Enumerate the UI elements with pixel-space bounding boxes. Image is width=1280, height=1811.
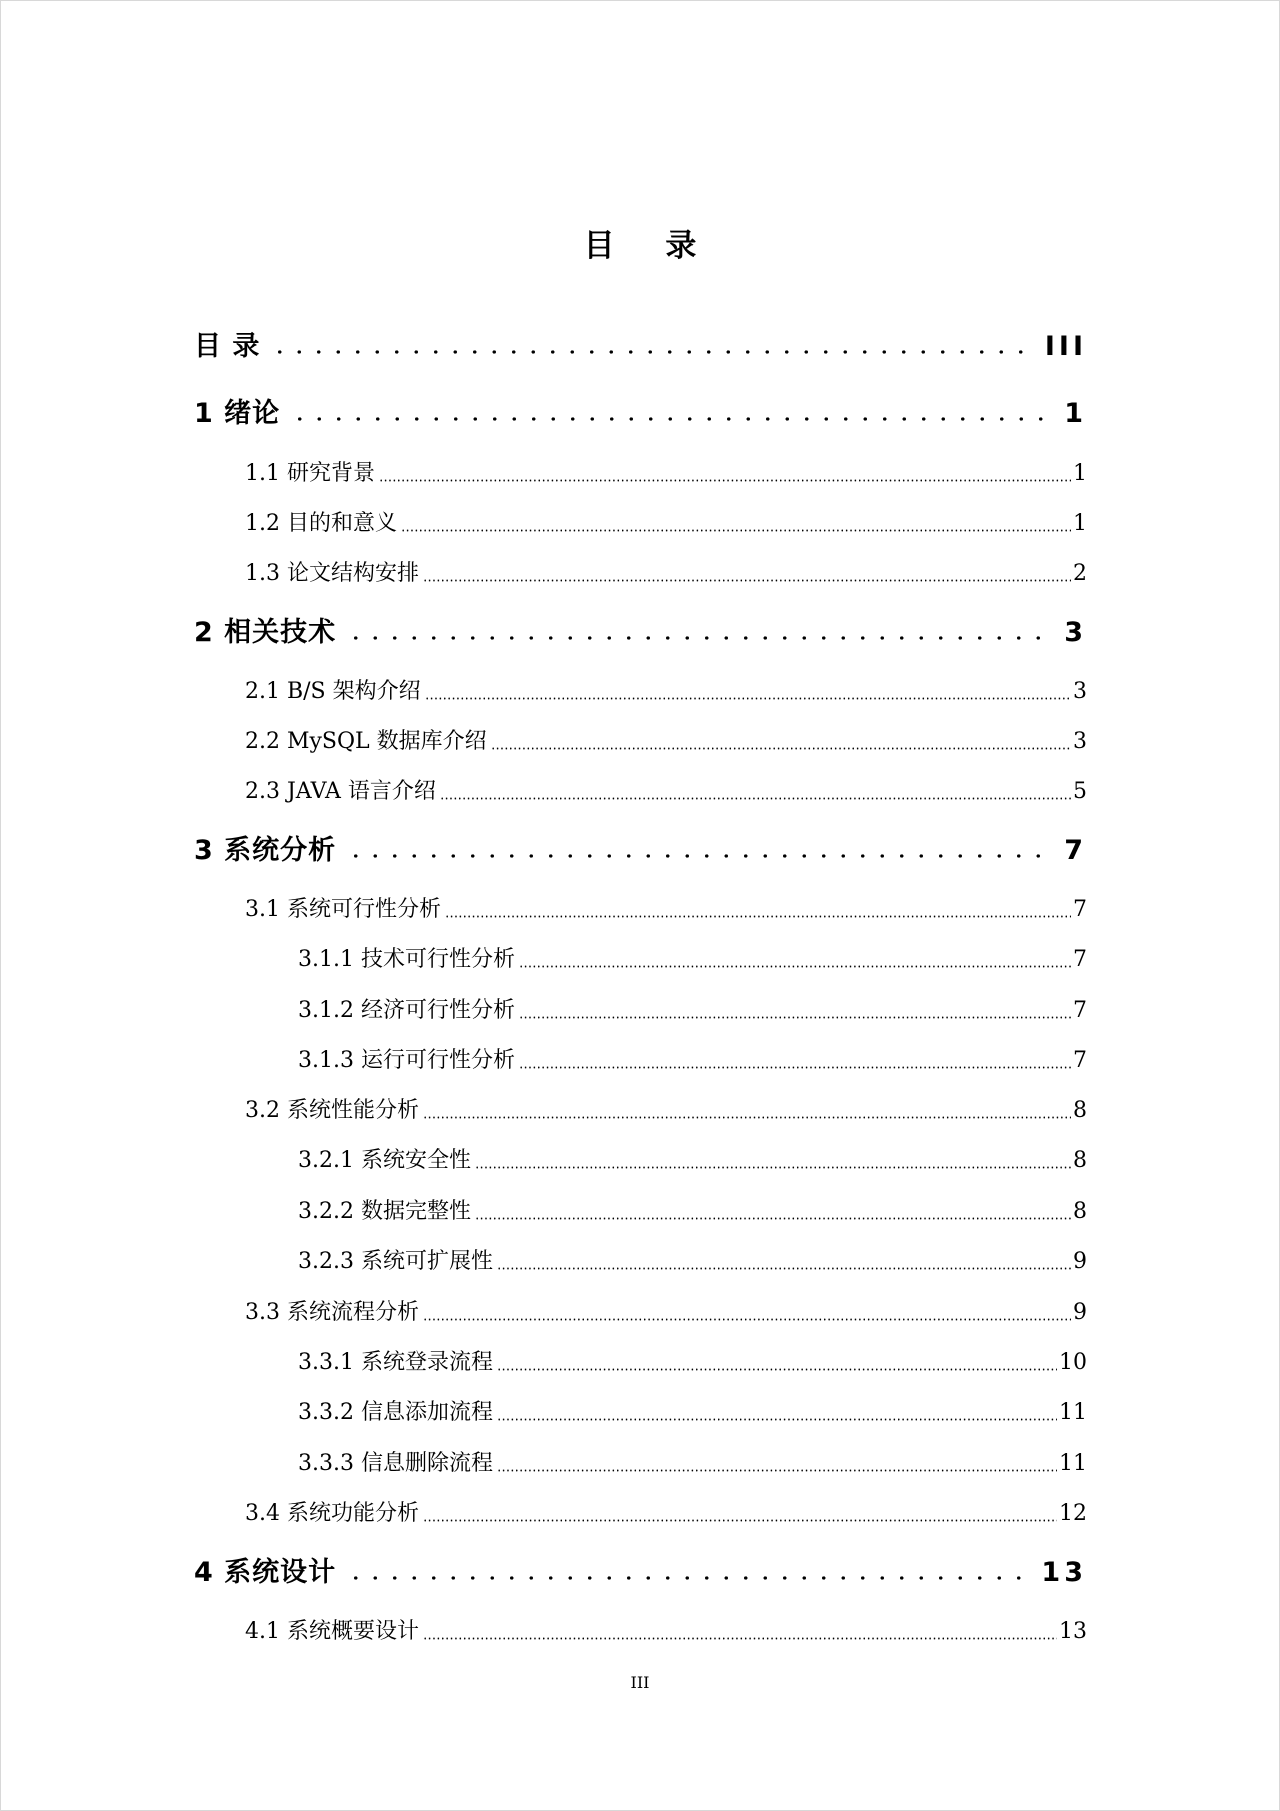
toc-entry-page: 8 [1073, 1199, 1087, 1224]
toc-entry-page: 3 [1073, 679, 1087, 704]
toc-dot-leader [497, 1368, 1057, 1371]
toc-entry-label: 2.3 JAVA 语言介绍 [245, 779, 436, 804]
toc-entry-page: 1 [1064, 398, 1087, 429]
toc-dot-leader [346, 853, 1054, 859]
toc-entry-page: 2 [1073, 561, 1087, 586]
toc-entry-4-1[interactable] [245, 1615, 1087, 1649]
toc-dot-leader [440, 797, 1071, 800]
toc-entry-page: 9 [1073, 1249, 1087, 1274]
toc-entry-chapter-4[interactable] [194, 1553, 1087, 1593]
toc-dot-leader [497, 1267, 1071, 1270]
toc-entry-label: 1.1 研究背景 [245, 461, 375, 486]
toc-dot-leader [425, 697, 1071, 700]
toc-entry-page: 1 [1073, 511, 1087, 536]
toc-dot-leader [475, 1166, 1071, 1169]
toc-entry-2-3[interactable] [245, 775, 1087, 809]
toc-entry-2-2[interactable] [245, 725, 1087, 759]
toc-entry-label: 2 相关技术 [194, 617, 337, 648]
toc-entry-label: 3 系统分析 [194, 835, 337, 866]
toc-entry-1-1[interactable] [245, 457, 1087, 491]
toc-entry-3-1[interactable] [245, 893, 1087, 927]
toc-entry-page: 13 [1041, 1557, 1087, 1588]
toc-dot-leader [445, 915, 1071, 918]
toc-entry-label: 1.2 目的和意义 [245, 511, 397, 536]
toc-entry-3-2-1[interactable] [298, 1144, 1087, 1178]
toc-entry-3-2-3[interactable] [298, 1245, 1087, 1279]
toc-entry-label-text: 2.2 MySQL 数据库介绍 [245, 729, 487, 754]
toc-entry-page: 11 [1059, 1451, 1087, 1476]
toc-entry-contents[interactable] [194, 327, 1087, 367]
toc-dot-leader [346, 1575, 1031, 1581]
toc-dot-leader [491, 747, 1071, 750]
toc-entry-3-1-3[interactable] [298, 1044, 1087, 1078]
toc-entry-page: 7 [1073, 947, 1087, 972]
toc-entry-page: 13 [1059, 1619, 1087, 1644]
toc-entry-label: 3.3.1 系统登录流程 [298, 1350, 493, 1375]
toc-dot-leader [401, 529, 1071, 532]
toc-entry-page: 3 [1064, 617, 1087, 648]
toc-entry-3-4[interactable] [245, 1497, 1087, 1531]
toc-entry-page: 1 [1073, 461, 1087, 486]
toc-dot-leader [519, 1016, 1071, 1019]
toc-entry-label: 3.3 系统流程分析 [245, 1300, 419, 1325]
toc-entry-chapter-2[interactable] [194, 613, 1087, 653]
toc-entry-label: 3.1.1 技术可行性分析 [298, 947, 515, 972]
toc-entry-label: 3.2.1 系统安全性 [298, 1148, 471, 1173]
toc-entry-label: 3.3.3 信息删除流程 [298, 1451, 493, 1476]
toc-entry-label: 4.1 系统概要设计 [245, 1619, 419, 1644]
toc-entry-3-1-1[interactable] [298, 943, 1087, 977]
toc-entry-page: 8 [1073, 1098, 1087, 1123]
toc-dot-leader [423, 1318, 1071, 1321]
toc-dot-leader [423, 1519, 1057, 1522]
toc-entry-page: 5 [1073, 779, 1087, 804]
toc-entry-label: 1 绪论 [194, 398, 281, 429]
toc-entry-chapter-1[interactable] [194, 394, 1087, 434]
toc-entry-label: 3.1 系统可行性分析 [245, 897, 441, 922]
toc-entry-chapter-3[interactable] [194, 831, 1087, 871]
toc-entry-label: 4 系统设计 [194, 1557, 337, 1588]
toc-dot-leader [519, 965, 1071, 968]
toc-entry-label: 3.1.3 运行可行性分析 [298, 1048, 515, 1073]
toc-entry-label: 目 录 [194, 331, 261, 362]
toc-dot-leader [497, 1418, 1057, 1421]
toc-entry-page: 9 [1073, 1300, 1087, 1325]
toc-entry-3-3-3[interactable] [298, 1447, 1087, 1481]
toc-entry-page: 11 [1059, 1400, 1087, 1425]
toc-entry-page: 7 [1073, 1048, 1087, 1073]
toc-entry-page: 12 [1059, 1501, 1087, 1526]
toc-dot-leader [423, 1637, 1057, 1640]
toc-entry-page: III [1044, 331, 1087, 362]
toc-entry-1-3[interactable] [245, 557, 1087, 591]
toc-dot-leader [475, 1217, 1071, 1220]
toc-entry-page: 7 [1073, 998, 1087, 1023]
toc-entry-3-2-2[interactable] [298, 1195, 1087, 1229]
toc-entry-label: 3.4 系统功能分析 [245, 1501, 419, 1526]
toc-entry-page: 7 [1073, 897, 1087, 922]
toc-dot-leader [423, 579, 1071, 582]
toc-entry-3-3-2[interactable] [298, 1396, 1087, 1430]
toc-dot-leader [423, 1116, 1071, 1119]
toc-entry-label: 2.1 B/S 架构介绍 [245, 679, 421, 704]
toc-dot-leader [346, 635, 1054, 641]
toc-entry-3-3-1[interactable] [298, 1346, 1087, 1380]
toc-entry-page: 3 [1073, 729, 1087, 754]
toc-dot-leader [379, 479, 1071, 482]
toc-entry-label: 3.3.2 信息添加流程 [298, 1400, 493, 1425]
toc-entry-label: 3.2 系统性能分析 [245, 1098, 419, 1123]
toc-entry-label: 3.1.2 经济可行性分析 [298, 998, 515, 1023]
toc-entry-page: 10 [1059, 1350, 1087, 1375]
toc-entry-page: 7 [1064, 835, 1087, 866]
toc-entry-3-2[interactable] [245, 1094, 1087, 1128]
toc-entry-label: 3.2.3 系统可扩展性 [298, 1249, 493, 1274]
toc-dot-leader [290, 416, 1054, 422]
toc-entry-2-1[interactable] [245, 675, 1087, 709]
toc-entry-label: 1.3 论文结构安排 [245, 561, 419, 586]
toc-entry-3-3[interactable] [245, 1296, 1087, 1330]
document-title: 目 录 [583, 228, 717, 264]
page-number-footer: III [630, 1673, 650, 1692]
toc-entry-1-2[interactable] [245, 507, 1087, 541]
toc-dot-leader [270, 349, 1034, 355]
toc-entry-label [245, 725, 487, 759]
toc-dot-leader [497, 1469, 1057, 1472]
toc-dot-leader [519, 1066, 1071, 1069]
toc-entry-3-1-2[interactable] [298, 994, 1087, 1028]
toc-entry-page: 8 [1073, 1148, 1087, 1173]
toc-entry-label: 3.2.2 数据完整性 [298, 1199, 471, 1224]
